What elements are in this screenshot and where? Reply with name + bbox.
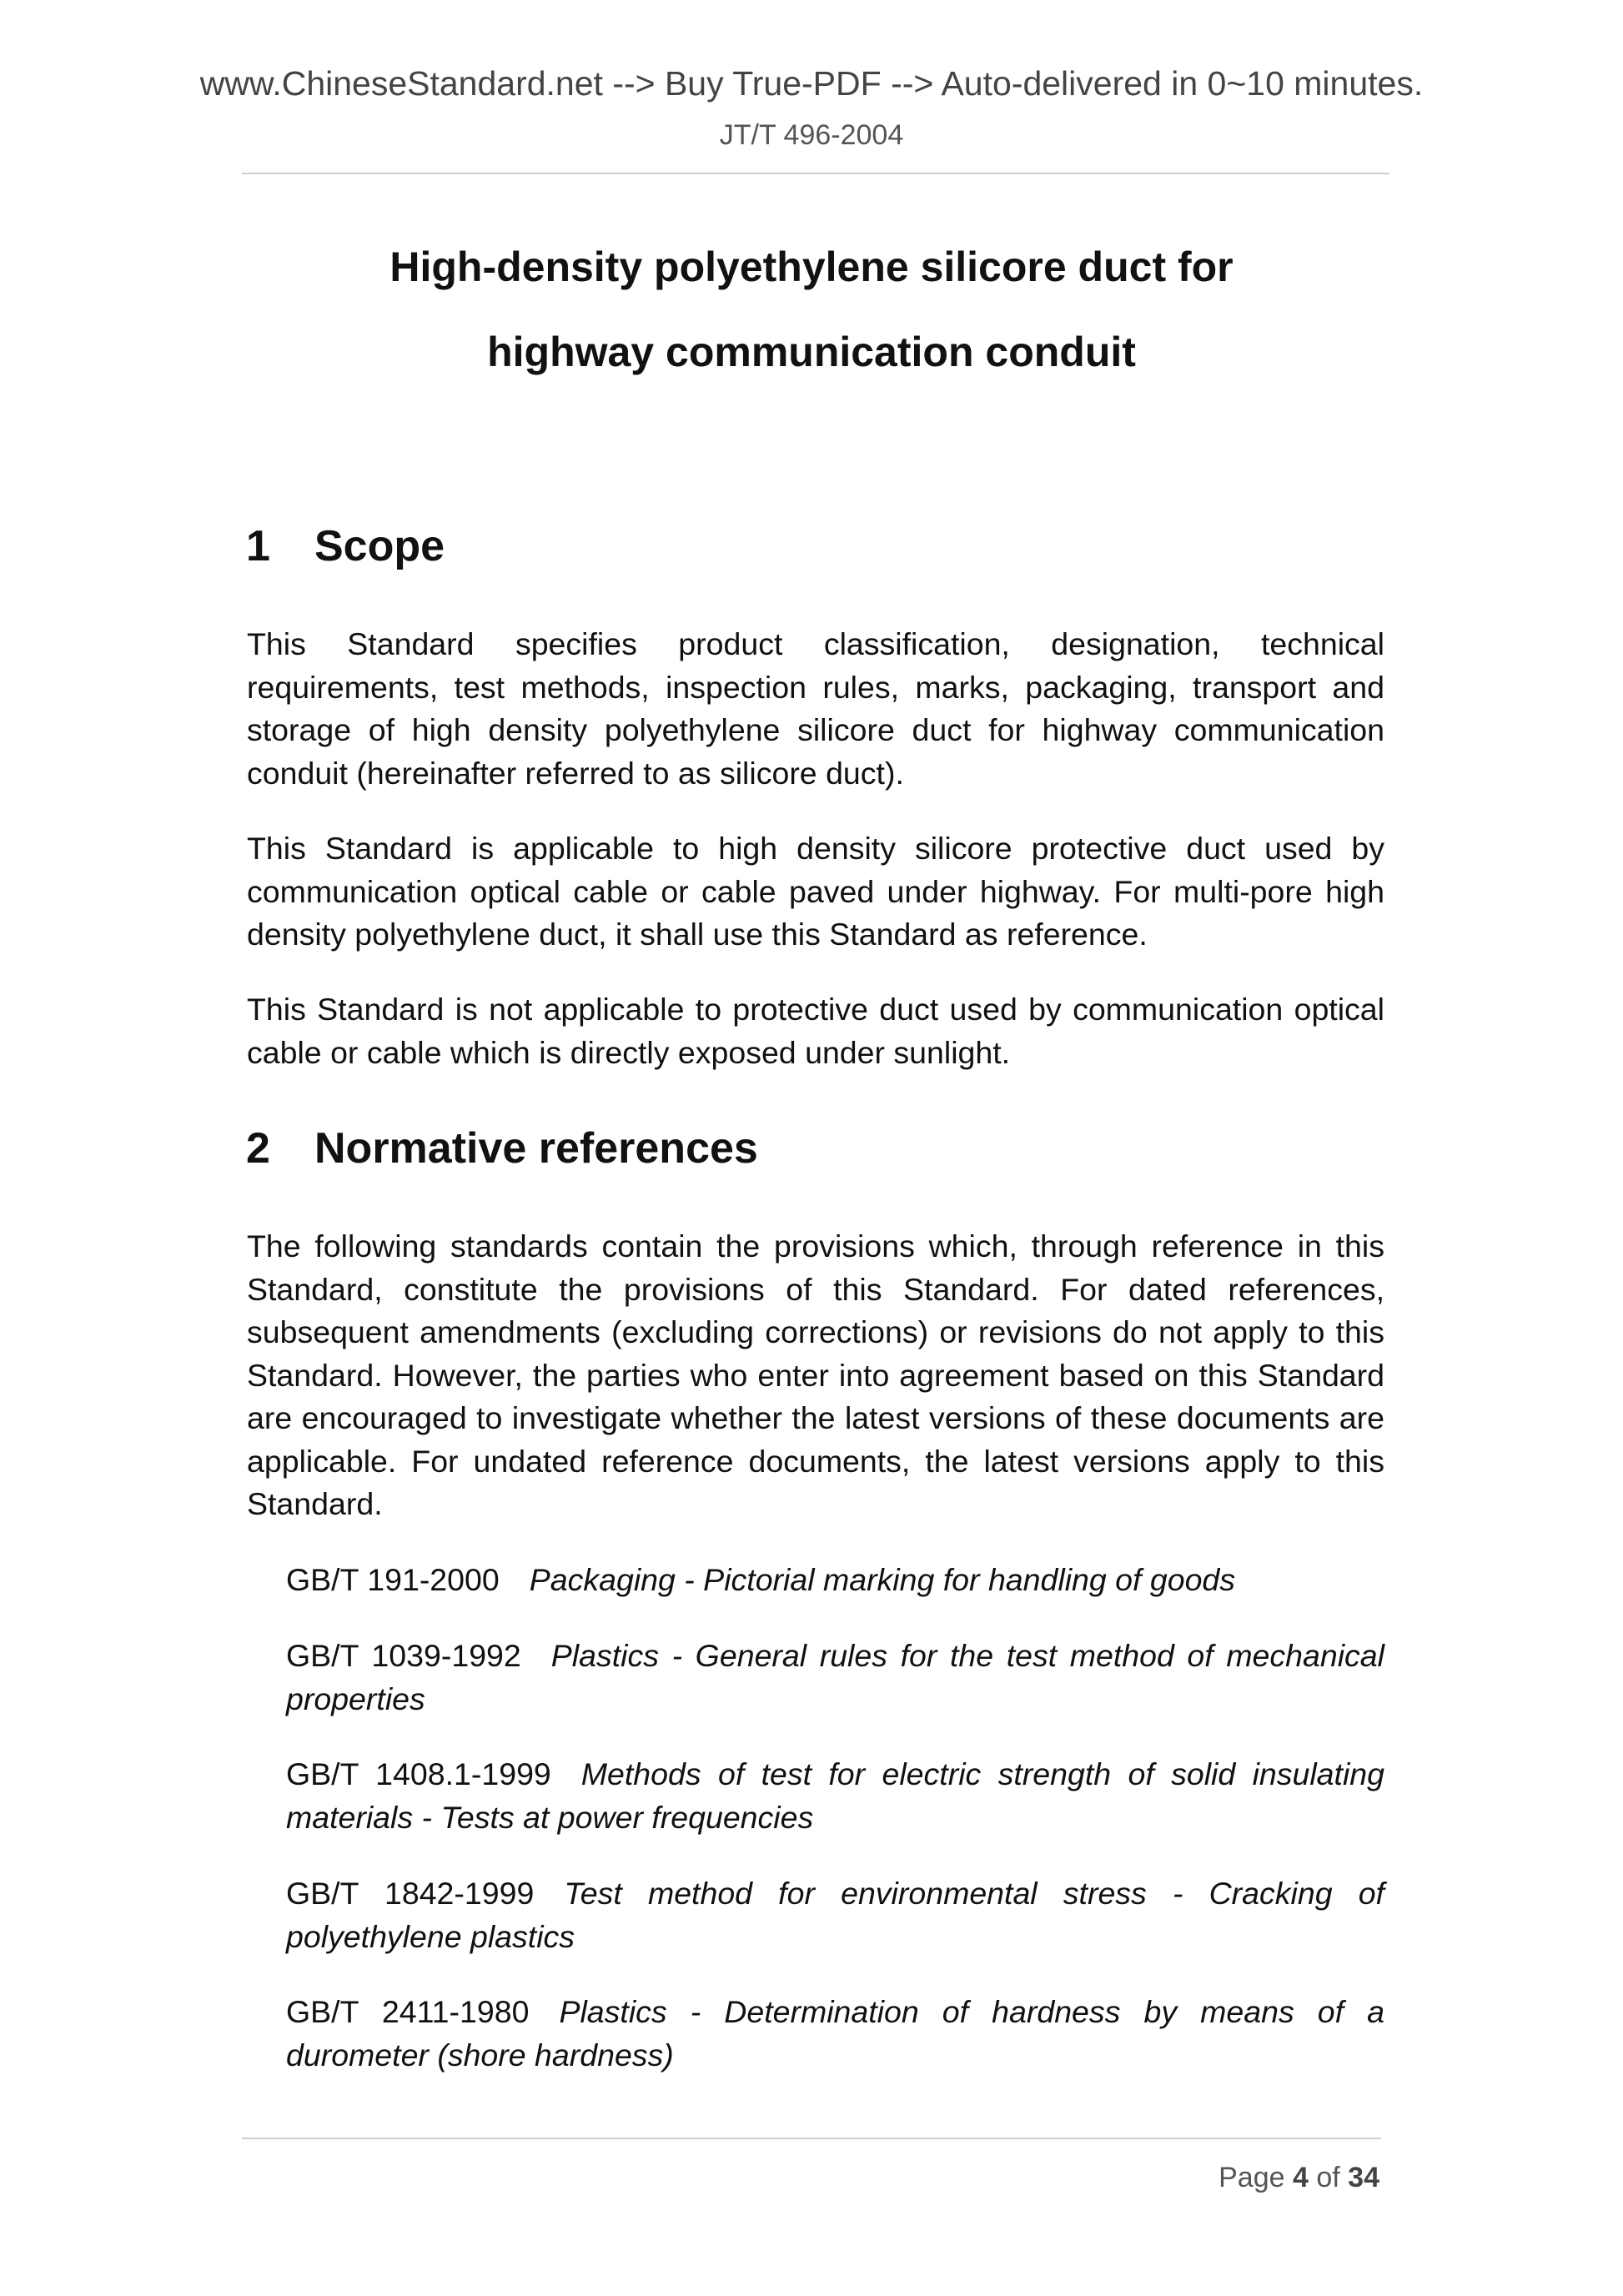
document-id: JT/T 496-2004: [719, 119, 904, 151]
reference-title: Plastics - Determination of hardness by means of a durometer (shore hardness): [286, 1994, 1384, 2072]
section-title: Normative references: [314, 1124, 758, 1173]
section-heading-normative-references: [246, 1124, 758, 1173]
scope-paragraph: This Standard is applicable to high density silicore protective duct used by communication optical cable or cable paved under highway. For multi-pore high density polyethylene duct, it shall use this Standard as reference.: [247, 831, 1384, 952]
header-divider: [242, 173, 1389, 174]
references-intro-paragraph: The following standards contain the provisions which, through reference in this Standard, constitute the provisions of this Standard. For dated references, subsequent amendments (excluding corrections) or revisions do not apply to this Standard. However, the parties who enter into agreement based on this Standard are encouraged to investigate whether the latest versions of these documents are applicable. For undated reference documents, the latest versions apply to this Standard.: [247, 1228, 1384, 1521]
reference-code: GB/T 1408.1-1999: [286, 1756, 551, 1791]
reference-title: Test method for environmental stress - Cracking of polyethylene plastics: [286, 1876, 1384, 1954]
reference-code: GB/T 1842-1999: [286, 1876, 535, 1911]
section-title: Scope: [314, 522, 445, 570]
reference-title: Packaging - Pictorial marking for handling of goods: [529, 1562, 1236, 1597]
reference-item: [286, 1559, 1384, 1602]
reference-item: [286, 1635, 1384, 1721]
document-title-line-1: High-density polyethylene silicore duct for: [389, 244, 1234, 290]
header-banner-link[interactable]: www.ChineseStandard.net --> Buy True-PDF --> Auto-delivered in 0~10 minutes.: [199, 64, 1424, 103]
footer-divider: [242, 2138, 1381, 2139]
reference-item: [286, 1753, 1384, 1839]
scope-paragraph: This Standard specifies product classification, designation, technical requirements, test methods, inspection rules, marks, packaging, transport and storage of high density polyethylene silicore duct for highway communication conduit (hereinafter referred to as silicore duct).: [247, 626, 1384, 791]
document-title-line-2: highway communication conduit: [487, 329, 1136, 375]
current-page-number: 4: [1292, 2162, 1309, 2193]
page-indicator: [1219, 2163, 1379, 2192]
of-label: of: [1316, 2162, 1340, 2193]
section-number: 2: [246, 1124, 270, 1173]
reference-title: Plastics - General rules for the test method of mechanical properties: [286, 1638, 1384, 1716]
total-pages: 34: [1348, 2162, 1379, 2193]
reference-item: [286, 1991, 1384, 2077]
section-number: 1: [246, 522, 270, 570]
reference-item: [286, 1872, 1384, 1958]
reference-code: GB/T 1039-1992: [286, 1638, 521, 1673]
reference-code: GB/T 2411-1980: [286, 1994, 530, 2029]
reference-code: GB/T 191-2000: [286, 1562, 500, 1597]
scope-paragraph: This Standard is not applicable to protective duct used by communication optical cable or cable which is directly exposed under sunlight.: [247, 992, 1384, 1070]
reference-title: Methods of test for electric strength of solid insulating materials - Tests at power frequencies: [286, 1756, 1385, 1835]
section-heading-scope: [246, 522, 445, 570]
page-label: Page: [1219, 2162, 1285, 2193]
